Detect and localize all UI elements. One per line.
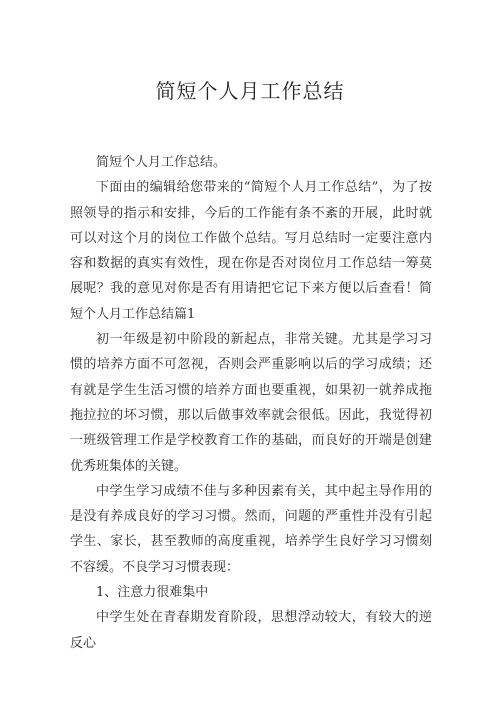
paragraph-grade-one: 初一年级是初中阶段的新起点，非常关键。尤其是学习习惯的培养方面不可忽视，否则会严重影响以后的学习成绩；还有就是学生生活习惯的培养方面也要重视，如果初一就养成拖拖拉拉的坏习惯，那以后做事效率就会很低。因此，我觉得初一班级管理工作是学校教育工作的基础，而良好的开端是创建优秀班集体的关键。 [70, 332, 432, 474]
paragraph-heading-attention: 1、注意力很难集中 [96, 585, 209, 601]
paragraph-adolescence: 中学生处在青春期发育阶段，思想浮动较大，有较大的逆反心 [70, 610, 432, 651]
paragraph-intro: 简短个人月工作总结。 [96, 155, 227, 170]
document-body [70, 150, 432, 656]
document-title: 简短个人月工作总结 [155, 79, 345, 103]
paragraph-study-habits: 中学生学习成绩不佳与多种因素有关，其中起主导作用的是没有养成良好的学习习惯。然而，问题的严重性并没有引起学生、家长，甚至教师的高度重视，培养学生良好学习习惯刻不容缓。不良学习习惯表现： [70, 483, 432, 575]
paragraph-preface: 下面由的编辑给您带来的“简短个人月工作总结”，为了按照领导的指示和安排，今后的工作能有条不紊的开展，此时就可以对这个月的岗位工作做个总结。写月总结时一定要注意内容和数据的真实有效性，现在你是否对岗位月工作总结一筹莫展呢？我的意见对你是否有用请把它记下来方便以后查看！简短个人月工作总结篇1 [70, 180, 432, 322]
